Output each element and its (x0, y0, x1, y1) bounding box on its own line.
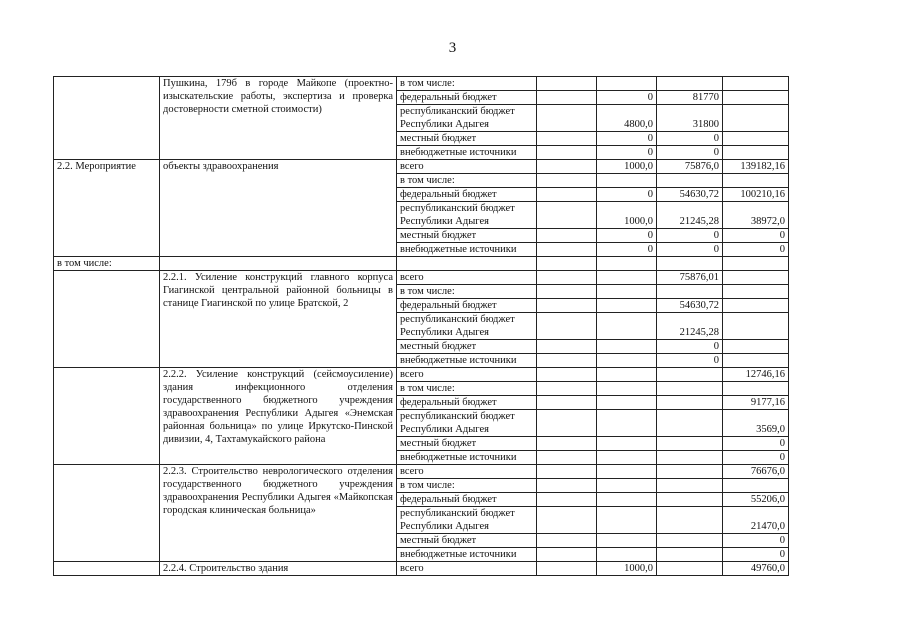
amount-cell: 0 (597, 243, 657, 257)
amount-cell: 0 (657, 340, 723, 354)
funding-source: внебюджетные источники (397, 451, 537, 465)
amount-cell: 0 (597, 188, 657, 202)
amount-cell: 21245,28 (657, 202, 723, 229)
amount-cell (657, 548, 723, 562)
amount-cell: 38972,0 (723, 202, 789, 229)
row-label (54, 271, 160, 368)
amount-cell: 75876,01 (657, 271, 723, 285)
amount-cell (537, 160, 597, 174)
amount-cell: 0 (657, 132, 723, 146)
amount-cell (723, 146, 789, 160)
amount-cell: 0 (723, 451, 789, 465)
funding-source: местный бюджет (397, 534, 537, 548)
empty-cell (657, 257, 723, 271)
row-label (54, 77, 160, 160)
amount-cell (537, 229, 597, 243)
amount-cell: 12746,16 (723, 368, 789, 382)
funding-source: республиканский бюджет Республики Адыгея (397, 410, 537, 437)
amount-cell: 0 (723, 243, 789, 257)
amount-cell: 0 (723, 548, 789, 562)
amount-cell: 0 (657, 229, 723, 243)
table-row (54, 368, 789, 382)
table-row (54, 160, 789, 174)
amount-cell (723, 271, 789, 285)
amount-cell (537, 465, 597, 479)
amount-cell: 0 (723, 437, 789, 451)
amount-cell (657, 562, 723, 576)
amount-cell (597, 507, 657, 534)
amount-cell (537, 451, 597, 465)
funding-source: республиканский бюджет Республики Адыгея (397, 313, 537, 340)
amount-cell: 49760,0 (723, 562, 789, 576)
amount-cell (537, 285, 597, 299)
amount-cell (537, 91, 597, 105)
amount-cell (723, 340, 789, 354)
amount-cell (657, 534, 723, 548)
row-label (54, 368, 160, 465)
amount-cell (597, 340, 657, 354)
funding-source: в том числе: (397, 382, 537, 396)
amount-cell (723, 299, 789, 313)
budget-table (53, 76, 789, 576)
amount-cell (597, 479, 657, 493)
amount-cell (723, 77, 789, 91)
amount-cell: 54630,72 (657, 188, 723, 202)
measure-description: 2.2.4. Строительство здания (160, 562, 397, 576)
amount-cell (537, 271, 597, 285)
amount-cell (657, 465, 723, 479)
funding-source: всего (397, 562, 537, 576)
amount-cell (597, 437, 657, 451)
funding-source: в том числе: (397, 174, 537, 188)
funding-source: в том числе: (397, 77, 537, 91)
funding-source: федеральный бюджет (397, 188, 537, 202)
amount-cell (537, 382, 597, 396)
amount-cell: 4800,0 (597, 105, 657, 132)
amount-cell (537, 493, 597, 507)
amount-cell (597, 313, 657, 340)
amount-cell (537, 437, 597, 451)
funding-source: всего (397, 160, 537, 174)
amount-cell (537, 368, 597, 382)
table-row (54, 271, 789, 285)
amount-cell (537, 299, 597, 313)
table-row (54, 77, 789, 91)
funding-source: местный бюджет (397, 437, 537, 451)
row-label: 2.2. Мероприятие (54, 160, 160, 257)
row-label (54, 562, 160, 576)
funding-source: республиканский бюджет Республики Адыгея (397, 202, 537, 229)
amount-cell (537, 146, 597, 160)
amount-cell: 0 (597, 146, 657, 160)
amount-cell (657, 507, 723, 534)
amount-cell (597, 534, 657, 548)
table-row (54, 257, 789, 271)
amount-cell: 75876,0 (657, 160, 723, 174)
funding-source: всего (397, 465, 537, 479)
funding-source: всего (397, 368, 537, 382)
funding-source: внебюджетные источники (397, 146, 537, 160)
amount-cell (657, 77, 723, 91)
amount-cell: 31800 (657, 105, 723, 132)
empty-cell (160, 257, 397, 271)
amount-cell (537, 313, 597, 340)
amount-cell (537, 243, 597, 257)
funding-source: внебюджетные источники (397, 243, 537, 257)
amount-cell: 76676,0 (723, 465, 789, 479)
funding-source: местный бюджет (397, 132, 537, 146)
amount-cell (537, 410, 597, 437)
amount-cell: 1000,0 (597, 160, 657, 174)
amount-cell (537, 562, 597, 576)
amount-cell (537, 354, 597, 368)
row-label (54, 465, 160, 562)
amount-cell (537, 188, 597, 202)
amount-cell (537, 174, 597, 188)
amount-cell: 0 (597, 229, 657, 243)
amount-cell (597, 299, 657, 313)
amount-cell: 0 (657, 243, 723, 257)
amount-cell: 0 (597, 91, 657, 105)
table-row (54, 465, 789, 479)
amount-cell (597, 548, 657, 562)
amount-cell: 21245,28 (657, 313, 723, 340)
amount-cell (597, 354, 657, 368)
amount-cell: 0 (657, 146, 723, 160)
funding-source: в том числе: (397, 479, 537, 493)
funding-source: федеральный бюджет (397, 299, 537, 313)
amount-cell (723, 354, 789, 368)
amount-cell: 139182,16 (723, 160, 789, 174)
amount-cell (723, 105, 789, 132)
measure-description: Пушкина, 179б в городе Майкопе (проектно-изыскательские работы, экспертиза и проверка достоверности сметной стоимости) (160, 77, 397, 160)
amount-cell (657, 382, 723, 396)
empty-cell (597, 257, 657, 271)
amount-cell: 1000,0 (597, 202, 657, 229)
empty-cell (537, 257, 597, 271)
amount-cell: 55206,0 (723, 493, 789, 507)
amount-cell (723, 132, 789, 146)
amount-cell (537, 105, 597, 132)
amount-cell (537, 132, 597, 146)
budget-table-body (54, 77, 789, 576)
funding-source: всего (397, 271, 537, 285)
measure-description: 2.2.1. Усиление конструкций главного корпуса Гиагинской центральной районной больницы в станице Гиагинской по улице Братской, 2 (160, 271, 397, 368)
amount-cell (723, 285, 789, 299)
amount-cell (723, 382, 789, 396)
amount-cell (657, 437, 723, 451)
funding-source: местный бюджет (397, 340, 537, 354)
amount-cell: 3569,0 (723, 410, 789, 437)
empty-cell (397, 257, 537, 271)
amount-cell: 0 (597, 132, 657, 146)
amount-cell (657, 451, 723, 465)
amount-cell: 81770 (657, 91, 723, 105)
amount-cell (597, 174, 657, 188)
amount-cell (597, 368, 657, 382)
amount-cell (597, 493, 657, 507)
amount-cell (537, 507, 597, 534)
amount-cell (657, 368, 723, 382)
empty-cell (723, 257, 789, 271)
amount-cell (657, 410, 723, 437)
table-row (54, 562, 789, 576)
amount-cell: 1000,0 (597, 562, 657, 576)
amount-cell (537, 548, 597, 562)
amount-cell (537, 396, 597, 410)
amount-cell (597, 285, 657, 299)
funding-source: внебюджетные источники (397, 354, 537, 368)
amount-cell (657, 396, 723, 410)
amount-cell: 54630,72 (657, 299, 723, 313)
amount-cell: 21470,0 (723, 507, 789, 534)
amount-cell (537, 77, 597, 91)
amount-cell: 0 (723, 534, 789, 548)
amount-cell: 100210,16 (723, 188, 789, 202)
measure-description: 2.2.3. Строительство неврологического отделения государственного бюджетного учреждения здравоохранения Республики Адыгея «Майкопская городская клиническая больница» (160, 465, 397, 562)
measure-description: 2.2.2. Усиление конструкций (сейсмоусиление) здания инфекционного отделения государственного бюджетного учреждения здравоохранения Республики Адыгея «Энемская районная больница» по улице Иркутско-Пинской дивизии, 4, Тахтамукайского района (160, 368, 397, 465)
amount-cell (657, 479, 723, 493)
funding-source: республиканский бюджет Республики Адыгея (397, 507, 537, 534)
amount-cell (537, 202, 597, 229)
amount-cell (597, 396, 657, 410)
measure-description: объекты здравоохранения (160, 160, 397, 257)
amount-cell (597, 451, 657, 465)
funding-source: федеральный бюджет (397, 396, 537, 410)
amount-cell (597, 271, 657, 285)
amount-cell (597, 465, 657, 479)
funding-source: местный бюджет (397, 229, 537, 243)
amount-cell (537, 534, 597, 548)
funding-source: федеральный бюджет (397, 493, 537, 507)
amount-cell (723, 479, 789, 493)
amount-cell (597, 382, 657, 396)
amount-cell (537, 479, 597, 493)
funding-source: республиканский бюджет Республики Адыгея (397, 105, 537, 132)
amount-cell (597, 77, 657, 91)
amount-cell (537, 340, 597, 354)
amount-cell (723, 313, 789, 340)
page-number: 3 (448, 40, 457, 56)
amount-cell (597, 410, 657, 437)
amount-cell: 0 (723, 229, 789, 243)
amount-cell (657, 285, 723, 299)
amount-cell (657, 174, 723, 188)
amount-cell (657, 493, 723, 507)
funding-source: федеральный бюджет (397, 91, 537, 105)
funding-source: внебюджетные источники (397, 548, 537, 562)
amount-cell: 0 (657, 354, 723, 368)
funding-source: в том числе: (397, 285, 537, 299)
amount-cell: 9177,16 (723, 396, 789, 410)
amount-cell (723, 174, 789, 188)
amount-cell (723, 91, 789, 105)
row-label: в том числе: (54, 257, 160, 271)
